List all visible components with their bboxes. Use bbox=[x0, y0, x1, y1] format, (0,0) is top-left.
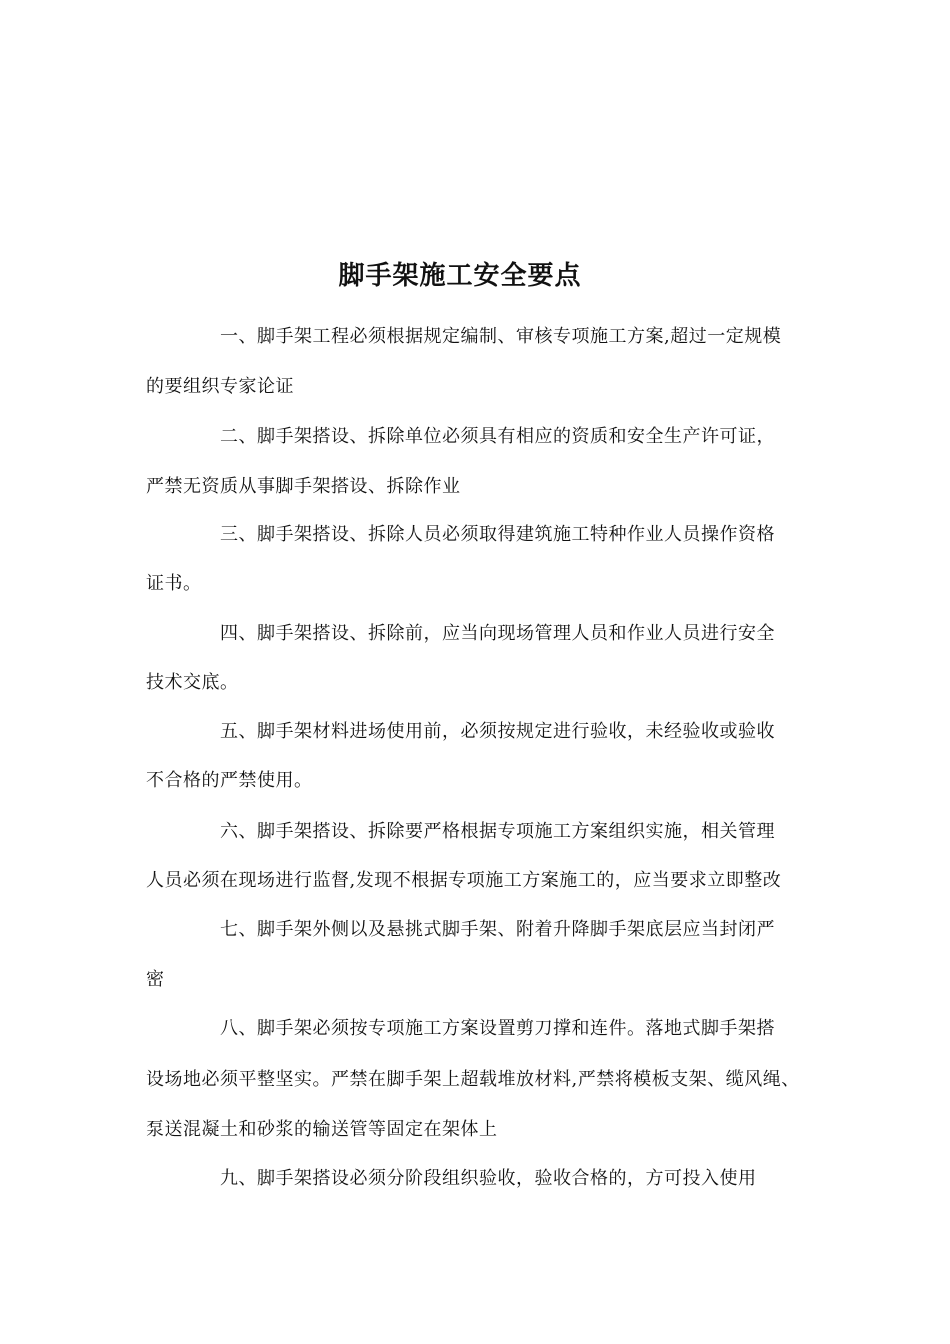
paragraph-4-line-2: 技术交底。 bbox=[146, 672, 239, 693]
paragraph-1-line-1: 一、脚手架工程必须根据规定编制、审核专项施工方案,超过一定规模 bbox=[220, 326, 782, 347]
paragraph-7-line-2: 密 bbox=[146, 969, 165, 990]
paragraph-2-line-2: 严禁无资质从事脚手架搭设、拆除作业 bbox=[146, 476, 461, 497]
paragraph-5-line-2: 不合格的严禁使用。 bbox=[146, 770, 313, 791]
paragraph-3-line-2: 证书。 bbox=[146, 573, 202, 594]
paragraph-1-line-2: 的要组织专家论证 bbox=[146, 376, 294, 397]
paragraph-4-line-1: 四、脚手架搭设、拆除前，应当向现场管理人员和作业人员进行安全 bbox=[220, 623, 775, 644]
document-title: 脚手架施工安全要点 bbox=[338, 261, 582, 291]
paragraph-9-line-1: 九、脚手架搭设必须分阶段组织验收，验收合格的，方可投入使用 bbox=[220, 1168, 757, 1189]
paragraph-7-line-1: 七、脚手架外侧以及悬挑式脚手架、附着升降脚手架底层应当封闭严 bbox=[220, 919, 775, 940]
paragraph-5-line-1: 五、脚手架材料进场使用前，必须按规定进行验收，未经验收或验收 bbox=[220, 721, 775, 742]
paragraph-3-line-1: 三、脚手架搭设、拆除人员必须取得建筑施工特种作业人员操作资格 bbox=[220, 524, 775, 545]
paragraph-6-line-2: 人员必须在现场进行监督,发现不根据专项施工方案施工的，应当要求立即整改 bbox=[146, 870, 782, 891]
paragraph-8-line-1: 八、脚手架必须按专项施工方案设置剪刀撑和连件。落地式脚手架搭 bbox=[220, 1018, 775, 1039]
paragraph-2-line-1: 二、脚手架搭设、拆除单位必须具有相应的资质和安全生产许可证， bbox=[220, 426, 775, 447]
paragraph-6-line-1: 六、脚手架搭设、拆除要严格根据专项施工方案组织实施，相关管理 bbox=[220, 821, 775, 842]
paragraph-8-line-2: 设场地必须平整坚实。严禁在脚手架上超载堆放材料,严禁将模板支架、缆风绳、 bbox=[146, 1069, 800, 1090]
paragraph-8-line-3: 泵送混凝土和砂浆的输送管等固定在架体上 bbox=[146, 1119, 498, 1140]
